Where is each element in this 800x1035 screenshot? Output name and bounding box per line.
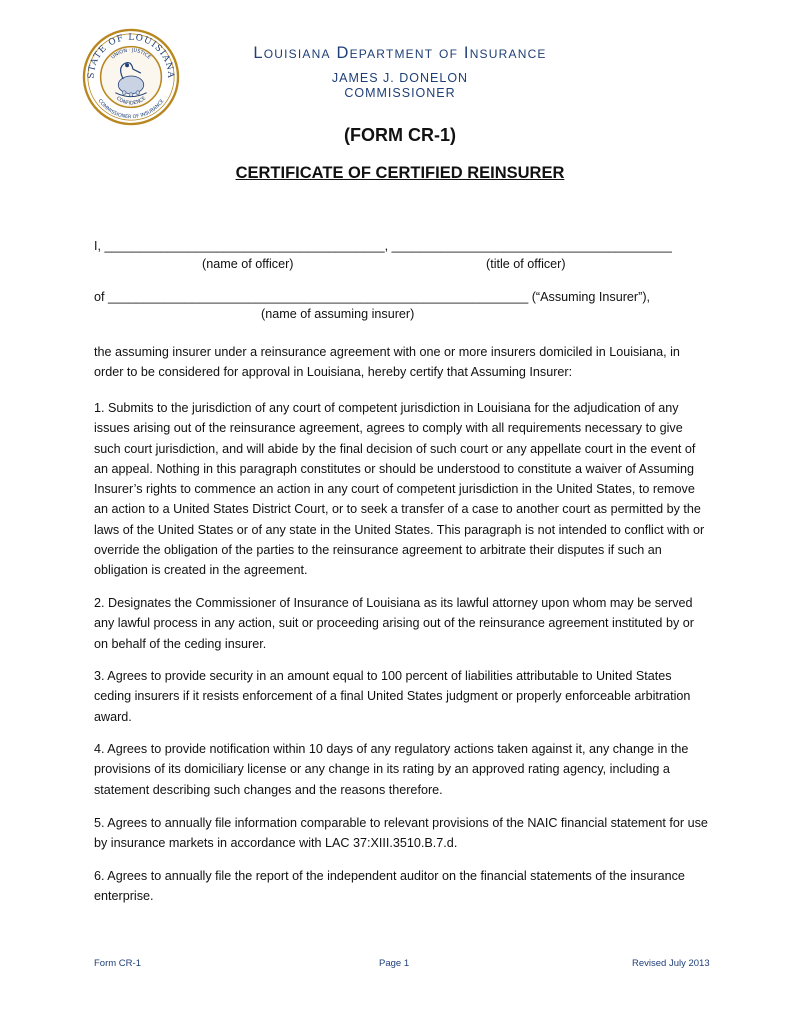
letterhead	[190, 44, 610, 101]
svg-text:COMMISSIONER OF INSURANCE: COMMISSIONER OF INSURANCE	[96, 98, 166, 121]
officer-name-label: (name of officer)	[202, 257, 294, 271]
louisiana-seal-logo	[82, 28, 180, 126]
commissioner-title: COMMISSIONER	[344, 86, 456, 100]
form-title: CERTIFICATE OF CERTIFIED REINSURER	[235, 164, 565, 182]
item-6: 6. Agrees to annually file the report of the independent auditor on the financial statements of the insurance enterprise.	[94, 869, 685, 904]
department-name: Louisiana Department of Insurance	[253, 44, 547, 62]
officer-line[interactable]: I, ________________________________________, ________________________________________	[94, 239, 672, 253]
intro-paragraph: the assuming insurer under a reinsurance agreement with one or more insurers domiciled in Louisiana, in order to be considered for approval in Louisiana, hereby certify that Assuming Insurer:	[94, 345, 680, 380]
svg-text:CONFIDENCE: CONFIDENCE	[114, 95, 148, 107]
form-code: (FORM CR-1)	[344, 125, 456, 145]
footer-form-code: Form CR-1	[94, 958, 141, 969]
item-1: 1. Submits to the jurisdiction of any court of competent jurisdiction in Louisiana for the adjudication of any issues arising out of the reinsurance agreement, agrees to comply with all requirements necessary to give such court jurisdiction, and will abide by the final decision of such court or any appellate court in the event of an appeal. Nothing in this paragraph constitutes or should be understood to constitute a waiver of Assuming Insurer’s rights to commence an action in any court of competent jurisdiction in the United States, to remove an action to a United States District Court, or to seek a transfer of a case to another court as permitted by the laws of the United States or of any state in the United States. This paragraph is not intended to conflict with or override the obligation of the parties to the reinsurance agreement to arbitrate their disputes if such an obligation is created in the agreement.	[94, 401, 705, 578]
assuming-insurer-label: (name of assuming insurer)	[261, 307, 415, 321]
svg-text:STATE OF LOUISIANA: STATE OF LOUISIANA	[86, 32, 176, 79]
svg-text:UNION · JUSTICE: UNION · JUSTICE	[110, 47, 152, 61]
item-5: 5. Agrees to annually file information comparable to relevant provisions of the NAIC financial statement for use by insurance markets in accordance with LAC 37:XIII.3510.B.7.d.	[94, 816, 708, 851]
item-3: 3. Agrees to provide security in an amount equal to 100 percent of liabilities attributable to United States ceding insurers if it resists enforcement of a final United States judgment or properly enforceable arbitration award.	[94, 669, 691, 724]
footer-page-number: Page 1	[379, 958, 410, 969]
assuming-insurer-line[interactable]: of ____________________________________________________________ (“Assuming Insurer”),	[94, 290, 651, 304]
item-4: 4. Agrees to provide notification within 10 days of any regulatory actions taken against it, any change in the provisions of its domiciliary license or any change in its rating by an approved rating agency, including a statement describing such changes and the reasons therefore.	[94, 742, 689, 797]
footer-revision: Revised July 2013	[632, 958, 710, 969]
item-2: 2. Designates the Commissioner of Insurance of Louisiana as its lawful attorney upon whom may be served any lawful process in any action, suit or proceeding arising out of the reinsurance agreement instituted by or on behalf of the ceding insurer.	[94, 596, 694, 651]
officer-title-label: (title of officer)	[486, 257, 566, 271]
commissioner-name: JAMES J. DONELON	[331, 71, 469, 85]
